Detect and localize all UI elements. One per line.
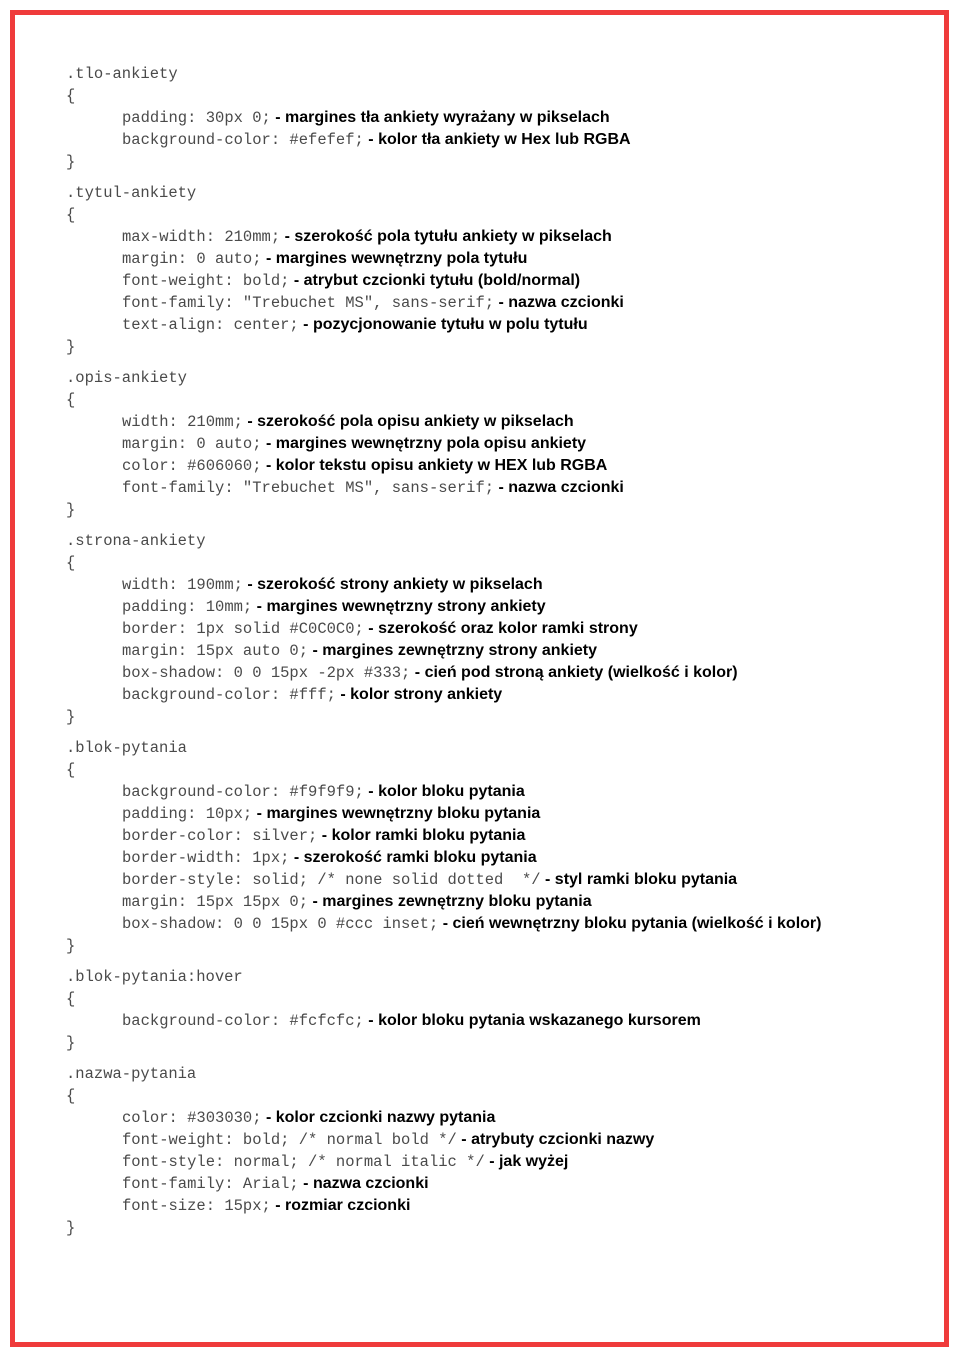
declaration-description: - jak wyżej	[484, 1153, 569, 1170]
close-brace: }	[66, 937, 76, 955]
css-declaration-line	[66, 596, 946, 618]
css-declaration: margin: 0 auto;	[122, 435, 262, 453]
css-declaration: border: 1px solid #C0C0C0;	[122, 620, 364, 638]
declaration-description: - margines zewnętrzny strony ankiety	[308, 642, 598, 659]
css-rule-block	[66, 737, 946, 957]
close-brace: }	[66, 501, 76, 519]
css-declaration: background-color: #f9f9f9;	[122, 783, 364, 801]
css-declaration-line	[66, 411, 946, 433]
declaration-description: - atrybut czcionki tytułu (bold/normal)	[289, 272, 581, 289]
block-gap	[66, 728, 946, 737]
open-brace: {	[66, 391, 76, 409]
css-declaration: font-family: "Trebuchet MS", sans-serif;	[122, 479, 495, 497]
declaration-description: - nazwa czcionki	[494, 294, 624, 311]
css-declaration-line	[66, 847, 946, 869]
declaration-description: - kolor strony ankiety	[335, 686, 503, 703]
css-declaration-line	[66, 433, 946, 455]
css-declaration: margin: 15px auto 0;	[122, 642, 309, 660]
css-declaration-line	[66, 684, 946, 706]
declaration-description: - cień wewnętrzny bloku pytania (wielkość i kolor)	[438, 915, 822, 932]
declaration-description: - margines wewnętrzny bloku pytania	[252, 805, 541, 822]
css-declaration: background-color: #efefef;	[122, 131, 364, 149]
css-declaration: background-color: #fcfcfc;	[122, 1012, 364, 1030]
css-selector: .blok-pytania	[66, 739, 187, 757]
declaration-description: - szerokość pola tytułu ankiety w pikselach	[280, 228, 612, 245]
css-selector: .tlo-ankiety	[66, 65, 178, 83]
declaration-description: - kolor bloku pytania wskazanego kursorem	[363, 1012, 701, 1029]
css-declaration-line	[66, 1195, 946, 1217]
open-brace: {	[66, 206, 76, 224]
css-declaration: color: #303030;	[122, 1109, 262, 1127]
block-gap	[66, 358, 946, 367]
css-declaration-line	[66, 477, 946, 499]
css-declaration-line	[66, 270, 946, 292]
css-selector: .tytul-ankiety	[66, 184, 197, 202]
css-declaration: text-align: center;	[122, 316, 299, 334]
css-rule-block	[66, 63, 946, 173]
close-brace: }	[66, 338, 76, 356]
css-rule-block	[66, 1063, 946, 1239]
close-brace: }	[66, 708, 76, 726]
open-brace: {	[66, 554, 76, 572]
css-declaration: max-width: 210mm;	[122, 228, 281, 246]
declaration-description: - nazwa czcionki	[494, 479, 624, 496]
css-declaration: font-family: "Trebuchet MS", sans-serif;	[122, 294, 495, 312]
css-declaration: color: #606060;	[122, 457, 262, 475]
declaration-description: - kolor tekstu opisu ankiety w HEX lub RGBA	[261, 457, 608, 474]
css-declaration: background-color: #fff;	[122, 686, 336, 704]
css-declaration-line	[66, 314, 946, 336]
css-declaration-line	[66, 455, 946, 477]
css-declaration: font-style: normal; /* normal italic */	[122, 1153, 485, 1171]
block-gap	[66, 957, 946, 966]
css-declaration-line	[66, 129, 946, 151]
block-gap	[66, 521, 946, 530]
block-gap	[66, 173, 946, 182]
css-declaration: padding: 10px;	[122, 805, 253, 823]
css-declaration: margin: 0 auto;	[122, 250, 262, 268]
css-declaration: font-size: 15px;	[122, 1197, 271, 1215]
close-brace: }	[66, 153, 76, 171]
declaration-description: - kolor bloku pytania	[363, 783, 525, 800]
declaration-description: - margines tła ankiety wyrażany w pikselach	[270, 109, 610, 126]
css-declaration-line	[66, 574, 946, 596]
css-declaration: box-shadow: 0 0 15px 0 #ccc inset;	[122, 915, 439, 933]
declaration-description: - kolor czcionki nazwy pytania	[261, 1109, 496, 1126]
open-brace: {	[66, 1087, 76, 1105]
css-declaration: border-style: solid; /* none solid dotted */	[122, 871, 541, 889]
declaration-description: - szerokość oraz kolor ramki strony	[363, 620, 638, 637]
css-declaration: font-family: Arial;	[122, 1175, 299, 1193]
css-rule-block	[66, 530, 946, 728]
css-declaration-line	[66, 1107, 946, 1129]
css-declaration: width: 210mm;	[122, 413, 243, 431]
css-rule-block	[66, 966, 946, 1054]
css-rule-block	[66, 182, 946, 358]
declaration-description: - rozmiar czcionki	[270, 1197, 411, 1214]
css-selector: .blok-pytania:hover	[66, 968, 243, 986]
declaration-description: - szerokość pola opisu ankiety w pikselach	[242, 413, 574, 430]
declaration-description: - szerokość ramki bloku pytania	[289, 849, 537, 866]
css-declaration: padding: 10mm;	[122, 598, 253, 616]
close-brace: }	[66, 1034, 76, 1052]
declaration-description: - szerokość strony ankiety w pikselach	[242, 576, 543, 593]
declaration-description: - kolor ramki bloku pytania	[317, 827, 526, 844]
css-declaration-line	[66, 869, 946, 891]
css-selector: .opis-ankiety	[66, 369, 187, 387]
close-brace: }	[66, 1219, 76, 1237]
declaration-description: - styl ramki bloku pytania	[540, 871, 738, 888]
declaration-description: - margines zewnętrzny bloku pytania	[308, 893, 592, 910]
css-declaration-line	[66, 1173, 946, 1195]
declaration-description: - cień pod stroną ankiety (wielkość i kolor)	[410, 664, 738, 681]
open-brace: {	[66, 990, 76, 1008]
block-gap	[66, 1054, 946, 1063]
css-declaration: box-shadow: 0 0 15px -2px #333;	[122, 664, 411, 682]
css-declaration-line	[66, 891, 946, 913]
css-declaration-line	[66, 662, 946, 684]
css-declaration-line	[66, 640, 946, 662]
css-selector: .strona-ankiety	[66, 532, 206, 550]
css-declaration-line	[66, 1151, 946, 1173]
css-declaration-line	[66, 803, 946, 825]
css-declaration: width: 190mm;	[122, 576, 243, 594]
declaration-description: - pozycjonowanie tytułu w polu tytułu	[298, 316, 588, 333]
declaration-description: - nazwa czcionki	[298, 1175, 429, 1192]
css-document	[66, 63, 946, 1239]
open-brace: {	[66, 761, 76, 779]
css-selector: .nazwa-pytania	[66, 1065, 197, 1083]
open-brace: {	[66, 87, 76, 105]
css-declaration-line	[66, 248, 946, 270]
css-declaration-line	[66, 781, 946, 803]
css-declaration: margin: 15px 15px 0;	[122, 893, 309, 911]
css-rule-block	[66, 367, 946, 521]
css-declaration-line	[66, 618, 946, 640]
declaration-description: - margines wewnętrzny strony ankiety	[252, 598, 546, 615]
css-declaration-line	[66, 1129, 946, 1151]
declaration-description: - margines wewnętrzny pola tytułu	[261, 250, 528, 267]
declaration-description: - kolor tła ankiety w Hex lub RGBA	[363, 131, 631, 148]
css-declaration: border-color: silver;	[122, 827, 318, 845]
css-declaration-line	[66, 913, 946, 935]
css-declaration: font-weight: bold; /* normal bold */	[122, 1131, 457, 1149]
css-declaration-line	[66, 1010, 946, 1032]
css-declaration-line	[66, 292, 946, 314]
declaration-description: - atrybuty czcionki nazwy	[456, 1131, 655, 1148]
declaration-description: - margines wewnętrzny pola opisu ankiety	[261, 435, 587, 452]
css-declaration: padding: 30px 0;	[122, 109, 271, 127]
css-declaration: font-weight: bold;	[122, 272, 290, 290]
css-declaration-line	[66, 226, 946, 248]
css-declaration-line	[66, 107, 946, 129]
page-frame	[10, 10, 949, 1347]
css-declaration-line	[66, 825, 946, 847]
css-declaration: border-width: 1px;	[122, 849, 290, 867]
